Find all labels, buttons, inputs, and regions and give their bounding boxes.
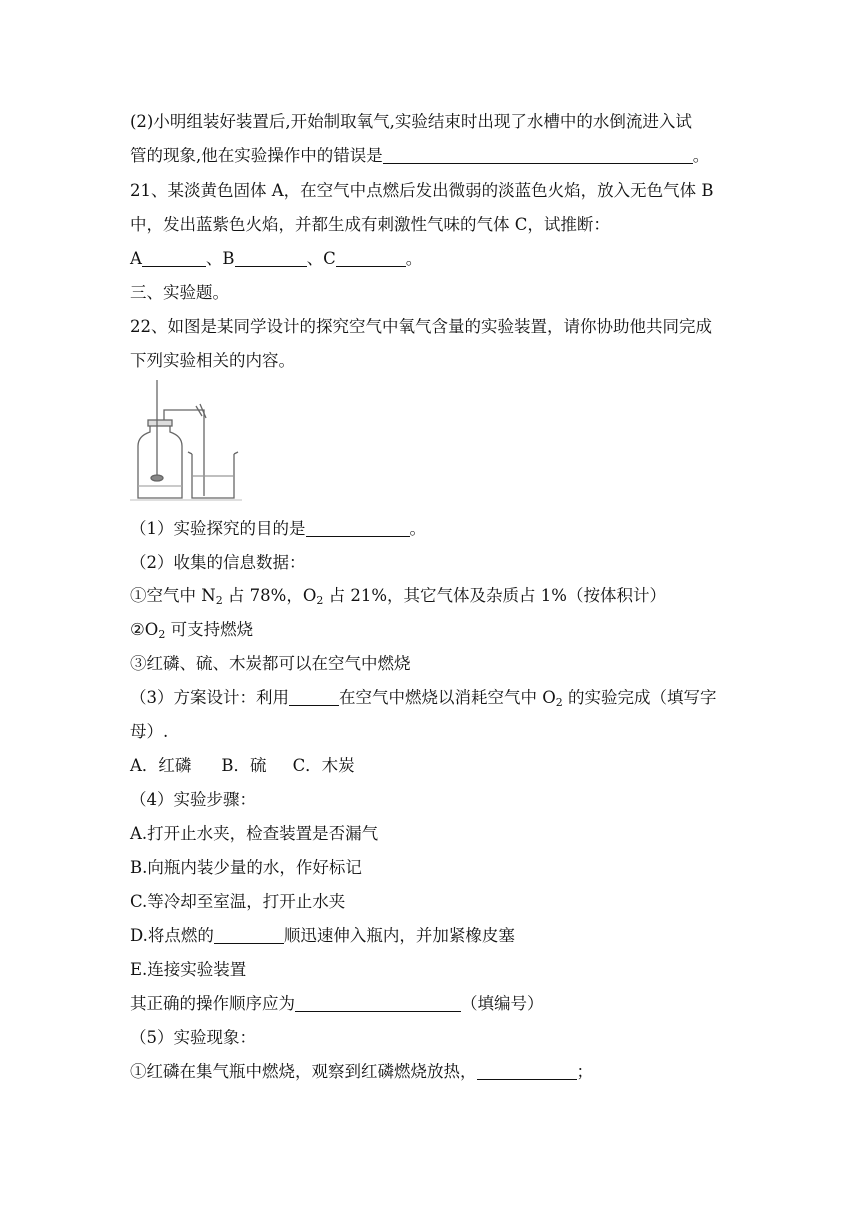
part1-text: （1）实验探究的目的是 [130, 519, 306, 538]
q21-text-1: 21、某淡黄色固体 A，在空气中点燃后发出微弱的淡蓝色火焰，放入无色气体 B [130, 181, 714, 200]
q22-text-2: 下列实验相关的内容。 [130, 351, 295, 370]
p3-post: 的实验完成（填写字 [562, 688, 717, 707]
answer-blank [295, 995, 461, 1012]
p3-b: 母）. [130, 722, 169, 741]
subscript: 2 [316, 594, 324, 607]
phenomenon-1 [130, 1061, 740, 1083]
q21-line2 [130, 214, 740, 236]
label-c: 、C [306, 249, 336, 268]
combustion-spoon [151, 475, 163, 481]
punct: 。 [692, 146, 710, 165]
d1-post: 占 21%，其它气体及杂质占 1%（按体积计） [323, 586, 666, 605]
answer-blank [289, 689, 339, 706]
section-title: 三、实验题。 [130, 283, 229, 302]
step-d-pre: D.将点燃的 [130, 926, 214, 945]
step-b-text: B.向瓶内装少量的水，作好标记 [130, 858, 362, 877]
subscript: 2 [215, 594, 223, 607]
order-pre: 其正确的操作顺序应为 [130, 994, 295, 1013]
d2-pre: ②O [130, 620, 159, 639]
step-b [130, 857, 740, 879]
option-c: C．木炭 [292, 756, 355, 775]
punct: 。 [405, 249, 423, 268]
answer-blank-c [336, 250, 406, 267]
punct: 。 [409, 519, 426, 538]
step-e-text: E.连接实验装置 [130, 960, 247, 979]
q21-line1 [130, 180, 740, 202]
p3-mid: 在空气中燃烧以消耗空气中 O [339, 688, 556, 707]
part5-text: （5）实验现象： [130, 1028, 256, 1047]
part4-text: （4）实验步骤： [130, 790, 256, 809]
option-b: B．硫 [221, 756, 267, 775]
beaker [188, 452, 238, 498]
apparatus-figure [130, 380, 250, 502]
d3-text: ③红磷、硫、木炭都可以在空气中燃烧 [130, 654, 411, 673]
subscript: 2 [158, 628, 166, 641]
punct: ； [576, 1062, 593, 1081]
q21-text-2: 中，发出蓝紫色火焰，并都生成有刺激性气味的气体 C，试推断： [130, 215, 610, 234]
bottle-outline [138, 424, 182, 498]
q22-part3 [130, 687, 740, 714]
option-a: A．红磷 [130, 756, 192, 775]
step-d-post: 顺迅速伸入瓶内，并加紧橡皮塞 [283, 926, 515, 945]
step-a [130, 823, 740, 845]
order-post: （填编号） [461, 994, 544, 1013]
answer-blank [214, 927, 284, 944]
q22-line1 [130, 316, 740, 338]
order-line [130, 993, 740, 1015]
q22-part5 [130, 1027, 740, 1049]
p3-pre: （3）方案设计：利用 [130, 688, 289, 707]
step-a-text: A.打开止水夹，检查装置是否漏气 [130, 824, 379, 843]
options-row [130, 755, 740, 777]
q22-line2 [130, 350, 740, 372]
q22-part3-cont [130, 721, 740, 743]
step-e [130, 959, 740, 981]
q20-part2-text-2: 管的现象,他在实验操作中的错误是 [130, 146, 383, 165]
q20-part2-line1 [130, 111, 740, 133]
q22-part2 [130, 552, 740, 574]
q20-part2-line2 [130, 145, 740, 167]
answer-blank [383, 147, 693, 164]
data-item-2 [130, 619, 740, 646]
answer-blank-a [142, 250, 206, 267]
label-b: 、B [205, 249, 235, 268]
ph1-pre: ①红磷在集气瓶中燃烧，观察到红磷燃烧放热， [130, 1062, 477, 1081]
step-d [130, 925, 740, 947]
data-item-3 [130, 653, 740, 675]
d2-post: 可支持燃烧 [165, 620, 254, 639]
label-a: A [130, 249, 142, 268]
answer-blank [477, 1063, 577, 1080]
step-c-text: C.等冷却至室温，打开止水夹 [130, 892, 346, 911]
answer-blank-b [235, 250, 307, 267]
answer-blank [306, 520, 410, 537]
part2-text: （2）收集的信息数据： [130, 553, 306, 572]
d1-pre: ①空气中 N [130, 586, 216, 605]
q21-answers [130, 248, 740, 270]
stopper [148, 420, 172, 426]
step-c [130, 891, 740, 913]
q20-part2-text: (2)小明组装好装置后,开始制取氧气,实验结束时出现了水槽中的水倒流进入试 [130, 112, 692, 131]
q22-text-1: 22、如图是某同学设计的探究空气中氧气含量的实验装置，请你协助他共同完成 [130, 317, 712, 336]
data-item-1 [130, 585, 740, 612]
q22-part4 [130, 789, 740, 811]
section-heading [130, 282, 740, 304]
subscript: 2 [555, 696, 563, 709]
d1-mid: 占 78%，O [222, 586, 317, 605]
q22-part1 [130, 518, 740, 540]
